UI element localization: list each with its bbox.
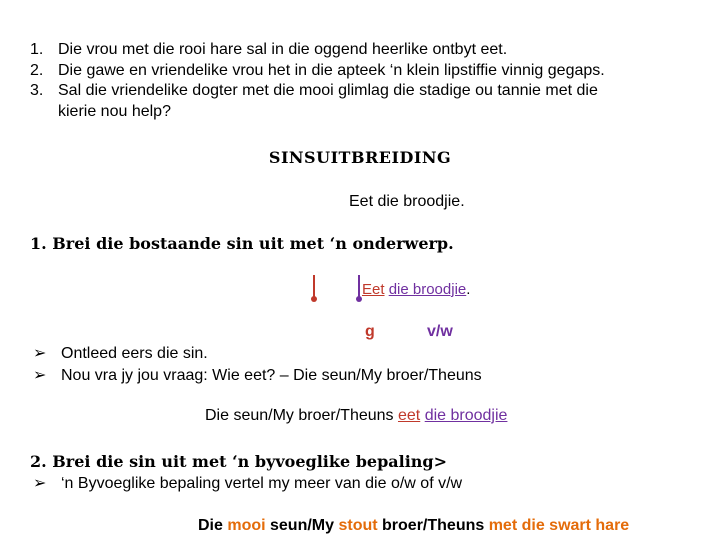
adjective-mooi: mooi	[227, 517, 266, 534]
word-broer-theuns: broer/Theuns	[377, 517, 489, 534]
question-item	[30, 81, 605, 122]
bullet-item	[33, 366, 482, 386]
sentence-end: .	[466, 281, 471, 298]
step-1-heading	[30, 234, 454, 253]
question-list	[30, 40, 605, 122]
label-g: g	[365, 323, 375, 340]
question-text: Die gawe en vriendelike vrou het in die apteek ‘n klein lipstiffie vinnig gegaps.	[58, 61, 605, 79]
step-number: 2.	[30, 452, 47, 471]
verb-marker	[358, 275, 360, 299]
result-sentence-1	[205, 406, 507, 426]
arrow-bullet-icon: ➢	[33, 345, 47, 362]
analysed-sentence	[362, 280, 470, 299]
section-heading: SINSUITBREIDING	[268, 148, 452, 167]
example-sentence: Eet die broodjie.	[349, 193, 465, 210]
question-text: Die vrou met die rooi hare sal in die oggend heerlike ontbyt eet.	[58, 41, 508, 58]
bullet-item	[33, 474, 462, 494]
step-number: 1.	[30, 234, 47, 253]
object-phrase: die broodjie	[388, 281, 467, 298]
question-text-continued: kierie nou help?	[58, 102, 171, 120]
step-2-heading	[30, 452, 447, 471]
adjectival-phrase: met die swart hare	[488, 517, 630, 534]
question-number: 3.	[30, 82, 44, 99]
bullet-text: Ontleed eers die sin.	[61, 345, 208, 362]
verb-word: eet	[397, 407, 421, 424]
bullet-text: ‘n Byvoeglike bepaling vertel my meer van die o/w of v/w	[61, 475, 463, 492]
step-text: Brei die sin uit met ‘n byvoeglike bepaling>	[52, 452, 447, 471]
question-item	[30, 40, 605, 61]
question-number: 2.	[30, 61, 44, 79]
adjective-stout: stout	[338, 517, 378, 534]
question-item	[30, 61, 605, 82]
word-die: Die	[198, 517, 228, 534]
result-sentence-2	[198, 516, 629, 536]
bullet-text: Nou vra jy jou vraag: Wie eet? – Die seun/My broer/Theuns	[61, 367, 482, 384]
object-phrase: die broodjie	[424, 407, 508, 424]
bullet-item	[33, 344, 208, 364]
arrow-bullet-icon: ➢	[33, 475, 47, 492]
verb-word: Eet	[362, 281, 385, 298]
subject-phrase: Die seun/My broer/Theuns	[205, 407, 394, 424]
arrow-bullet-icon: ➢	[33, 367, 47, 384]
label-vw: v/w	[427, 323, 453, 340]
question-number: 1.	[30, 41, 44, 58]
word-seun-my: seun/My	[265, 517, 339, 534]
step-text: Brei die bostaande sin uit met ‘n onderwerp.	[52, 234, 454, 253]
question-text: Sal die vriendelike dogter met die mooi glimlag die stadige ou tannie met die	[58, 82, 598, 99]
subject-slot-marker	[313, 275, 315, 299]
